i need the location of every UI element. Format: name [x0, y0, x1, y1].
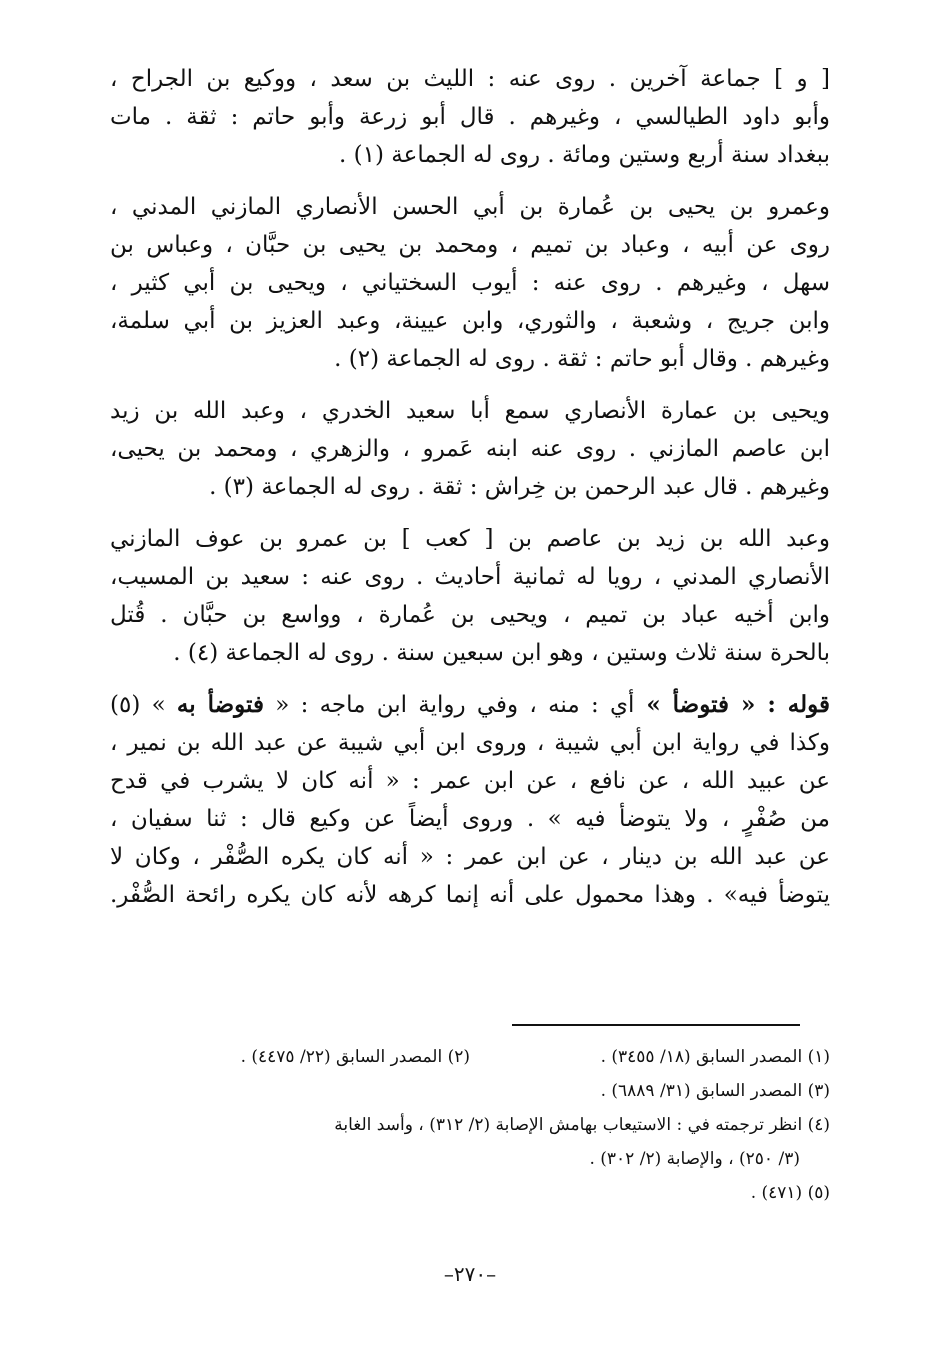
main-text [110, 60, 830, 928]
footnote-1: (١) المصدر السابق (١٨/ ٣٤٥٥) . [600, 1047, 830, 1067]
text-line: وابن أخيه عباد بن تميم ، ويحيى بن عُمارة ، وواسع بن حبَّان . قُتل [110, 602, 830, 628]
text-line [110, 686, 830, 724]
text-line: وابن جريج ، وشعبة ، والثوري، وابن عيينة، وعبد العزيز بن أبي سلمة، [110, 308, 830, 334]
text-line: [ و ] جماعة آخرين . روى عنه : الليث بن سعد ، ووكيع بن الجراح ، [110, 66, 830, 92]
text-line: عن عبد الله بن دينار ، عن ابن عمر : « أنه كان يكره الصُّفْر ، وكان لا [110, 844, 830, 870]
text-line: يتوضأ فيه» . وهذا محمول على أنه إنما كرهه لأنه كان يكره رائحة الصُّفْر. [110, 882, 830, 908]
footnote-5: (٥) (٤٧١) . [750, 1183, 830, 1203]
text-line: عن عبيد الله ، عن نافع ، عن ابن عمر : « أنه كان لا يشرب في قدح [110, 768, 830, 794]
text-line: وعبد الله بن زيد بن عاصم بن [ كعب ] بن عمرو بن عوف المازني [110, 526, 830, 552]
footnote-2: (٢) المصدر السابق (٢٢/ ٤٤٧٥) . [240, 1047, 470, 1067]
quoted-phrase: فتوضأ به [176, 691, 264, 718]
text-line: وعمرو بن يحيى بن عُمارة بن أبي الحسن الأنصاري المازني المدني ، [110, 194, 830, 220]
commentary-text: » (٥) [110, 692, 177, 718]
text-line: وكذا في رواية ابن أبي شيبة ، وروى ابن أبي شيبة عن عبد الله بن نمير ، [110, 730, 830, 756]
paragraph-commentary [110, 686, 830, 914]
footnote-4-continued: (٣/ ٢٥٠) ، والإصابة (٢/ ٣٠٢) . [589, 1149, 800, 1169]
footnote-row [110, 1040, 830, 1074]
text-line: ببغداد سنة أربع وستين ومائة . روى له الجماعة (١) . [339, 142, 830, 168]
text-line: ابن عاصم المازني . روى عنه ابنه عَمرو ، والزهري ، ومحمد بن يحيى، [110, 436, 830, 462]
paragraph-1 [110, 60, 830, 174]
text-line: وغيرهم . وقال أبو حاتم : ثقة . روى له الجماعة (٢) . [334, 346, 830, 372]
text-line: من صُفْرٍ ، ولا يتوضأ فيه » . وروى أيضاً عن وكيع قال : ثنا سفيان ، [110, 806, 830, 832]
commentary-lead: قوله : « فتوضأ » [634, 691, 830, 718]
page-number: –٢٧٠– [443, 1262, 497, 1286]
text-line: روى عن أبيه ، وعباد بن تميم ، ومحمد بن يحيى بن حبَّان ، وعباس بن [110, 232, 830, 258]
text-line: سهل ، وغيرهم . روى عنه : أيوب السختياني ، ويحيى بن أبي كثير ، [110, 270, 830, 296]
paragraph-4 [110, 520, 830, 672]
footnotes [110, 1040, 830, 1210]
text-line: الأنصاري المدني ، رويا له ثمانية أحاديث . روى عنه : سعيد بن المسيب، [110, 564, 830, 590]
text-line: بالحرة سنة ثلاث وستين ، وهو ابن سبعين سنة . روى له الجماعة (٤) . [173, 640, 830, 666]
text-line: وأبو داود الطيالسي ، وغيرهم . قال أبو زرعة وأبو حاتم : ثقة . مات [110, 104, 830, 130]
footnote-4: (٤) انظر ترجمته في : الاستيعاب بهامش الإصابة (٢/ ٣١٢) ، وأسد الغابة [334, 1115, 830, 1135]
footnote-separator [512, 1024, 800, 1026]
footnote-3: (٣) المصدر السابق (٣١/ ٦٨٨٩) . [600, 1081, 830, 1101]
text-line: ويحيى بن عمارة الأنصاري سمع أبا سعيد الخدري ، وعبد الله بن زيد [110, 398, 830, 424]
paragraph-2 [110, 188, 830, 378]
commentary-text: أي : منه ، وفي رواية ابن ماجه : « [263, 692, 635, 718]
paragraph-3 [110, 392, 830, 506]
text-line: وغيرهم . قال عبد الرحمن بن خِراش : ثقة . روى له الجماعة (٣) . [209, 474, 830, 500]
